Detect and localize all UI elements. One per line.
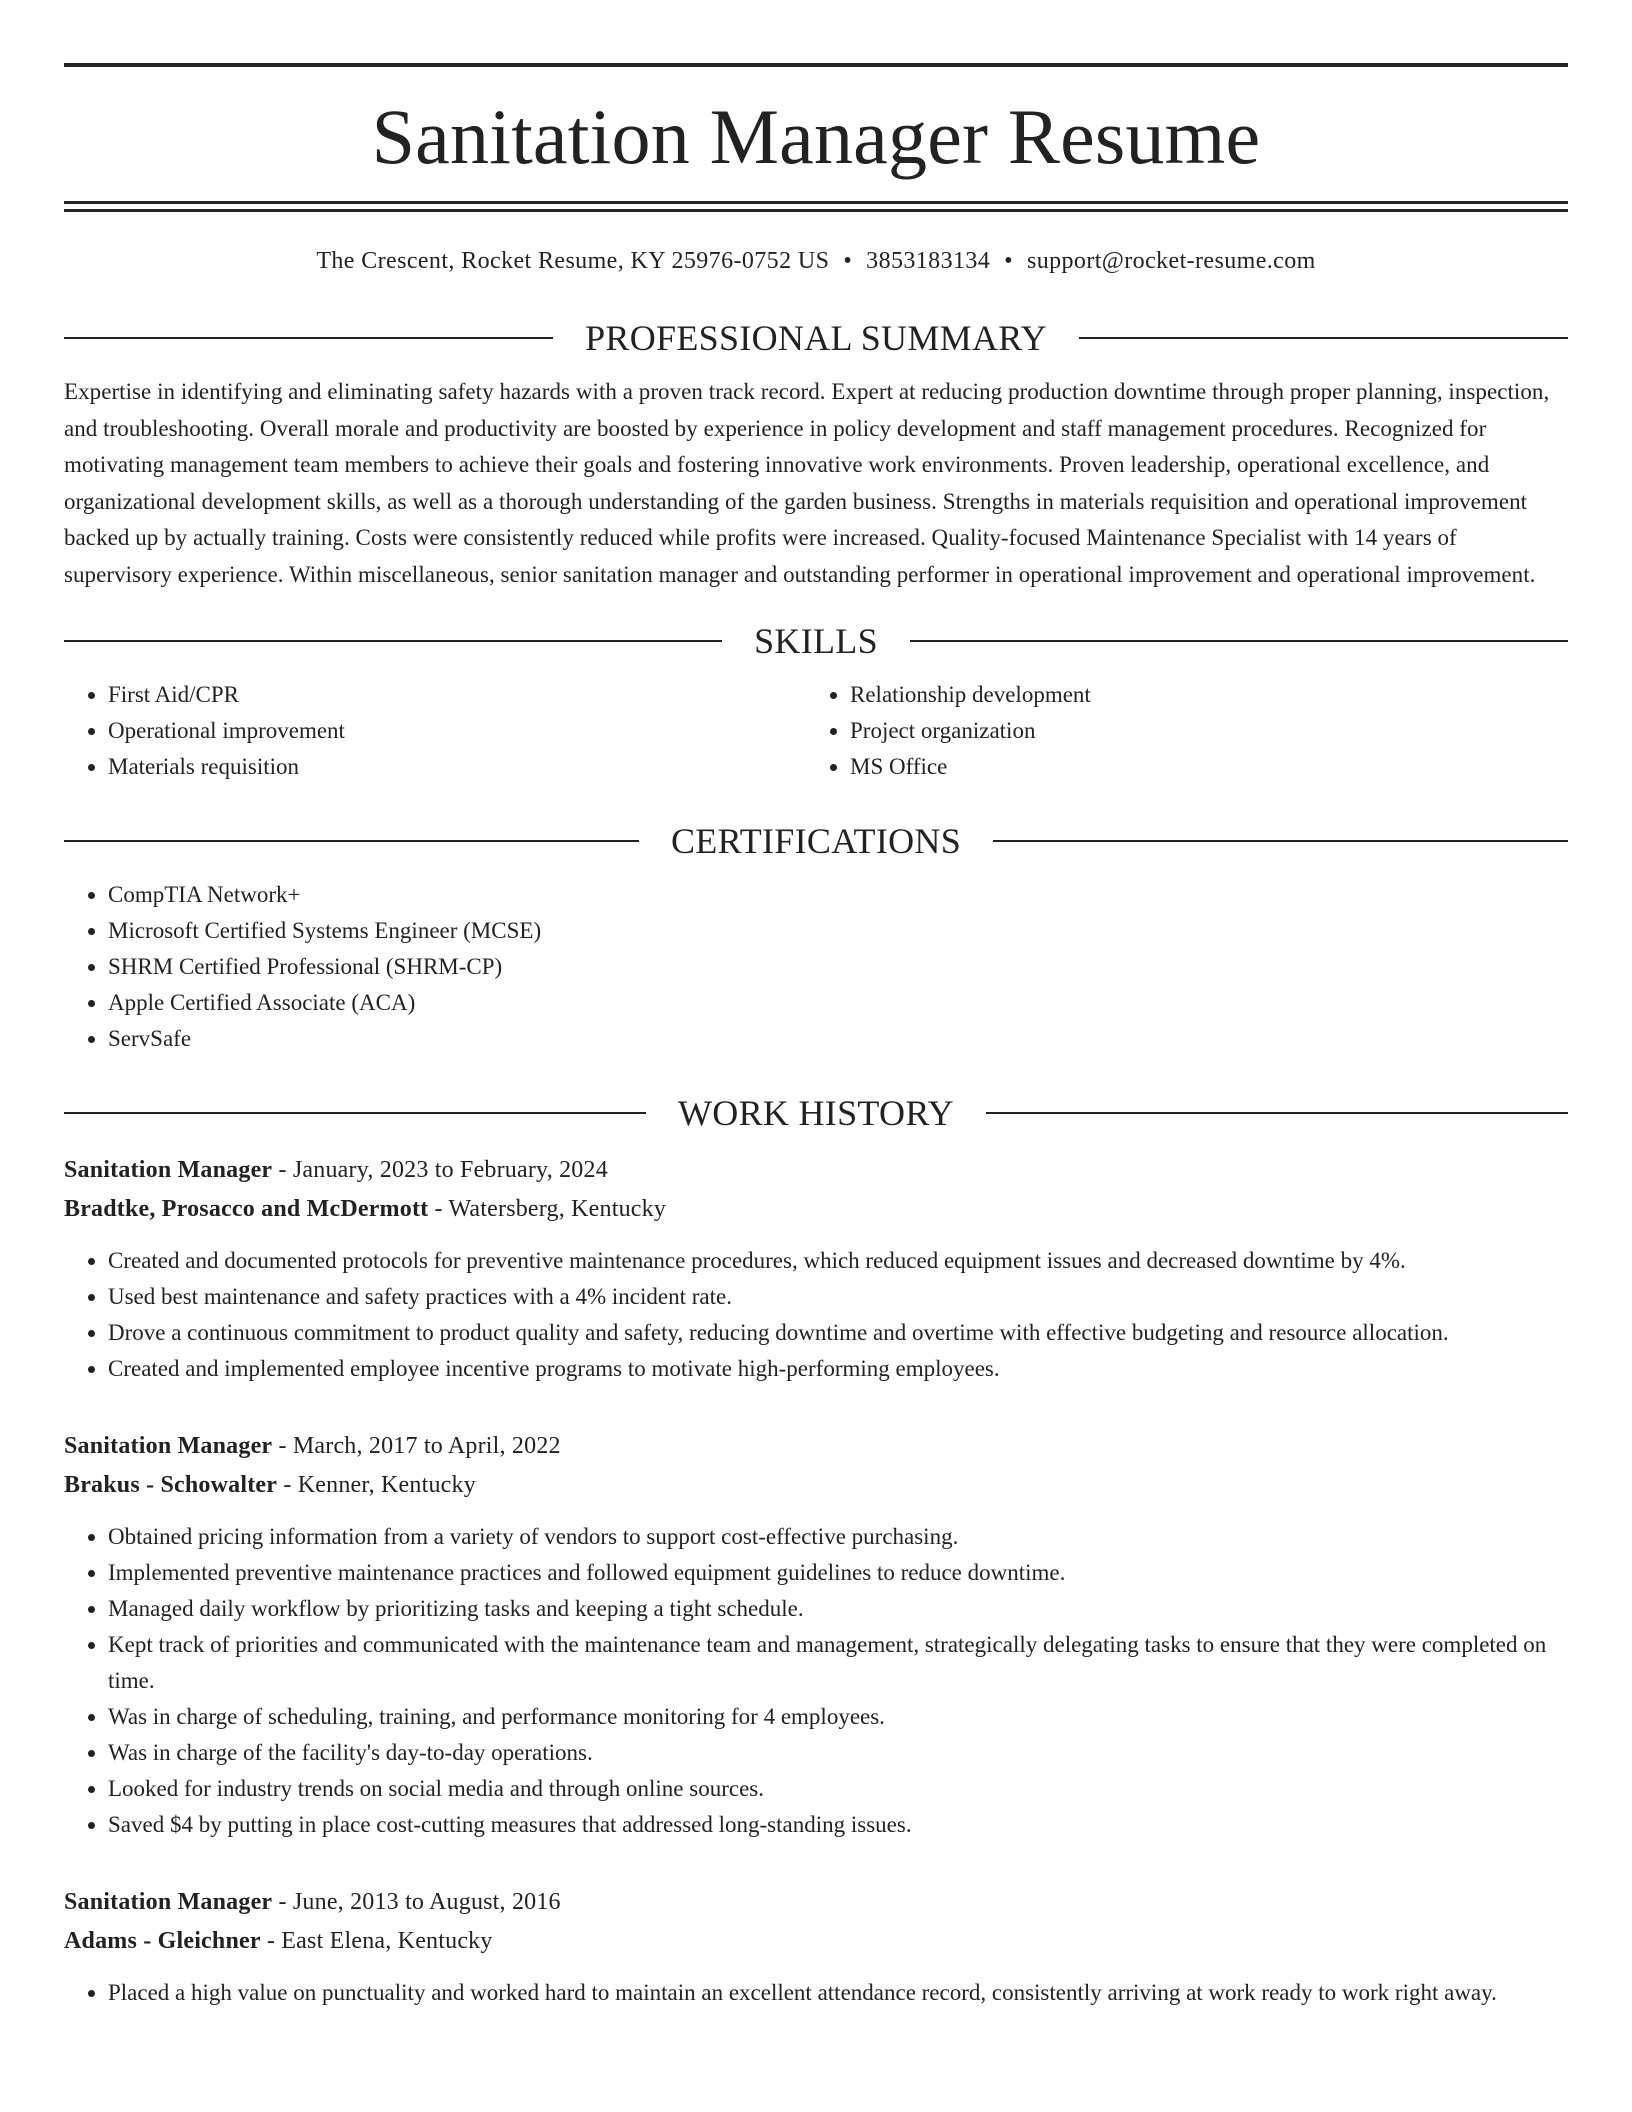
skills-heading: SKILLS (754, 621, 878, 661)
job-bullets (64, 1243, 1568, 1387)
job-title-line (64, 1427, 1568, 1466)
job-bullet: • Saved $4 by putting in place cost-cutting measures that addressed long-standing issues. (108, 1807, 1568, 1843)
skill-item: • Operational improvement (108, 713, 806, 749)
job-location: - Watersberg, Kentucky (428, 1196, 667, 1222)
job-company-line (64, 1190, 1568, 1229)
title-double-rule (64, 201, 1568, 212)
contact-separator: • (1004, 248, 1013, 274)
job-title-line (64, 1883, 1568, 1922)
certification-item: • CompTIA Network+ (108, 877, 1568, 913)
job-bullet: • Managed daily workflow by prioritizing tasks and keeping a tight schedule. (108, 1591, 1568, 1627)
job-dates: - June, 2013 to August, 2016 (272, 1889, 561, 1915)
job-dates: - March, 2017 to April, 2022 (272, 1433, 561, 1459)
job-title: Sanitation Manager (64, 1889, 273, 1915)
job-dates: - January, 2023 to February, 2024 (272, 1157, 608, 1183)
job-bullet: • Implemented preventive maintenance practices and followed equipment guidelines to reduce downtime. (108, 1555, 1568, 1591)
certification-item: • SHRM Certified Professional (SHRM-CP) (108, 949, 1568, 985)
summary-heading: PROFESSIONAL SUMMARY (585, 318, 1047, 358)
contact-phone: 3853183134 (866, 248, 991, 274)
job-bullet: • Was in charge of the facility's day-to-day operations. (108, 1735, 1568, 1771)
contact-address: The Crescent, Rocket Resume, KY 25976-0752 US (316, 248, 830, 274)
certification-item: • Microsoft Certified Systems Engineer (MCSE) (108, 913, 1568, 949)
job-title: Sanitation Manager (64, 1433, 273, 1459)
resume-title: Sanitation Manager Resume (371, 93, 1261, 180)
contact-separator: • (843, 248, 853, 274)
job-bullets (64, 1975, 1568, 2011)
skill-item: • Project organization (850, 713, 1548, 749)
job-location: - East Elena, Kentucky (260, 1928, 493, 1954)
heading-rule-right (993, 840, 1568, 842)
heading-rule-left (64, 1112, 646, 1114)
job-entry (64, 1883, 1568, 2011)
job-title: Sanitation Manager (64, 1157, 273, 1183)
job-entry (64, 1151, 1568, 1387)
job-location: - Kenner, Kentucky (277, 1472, 476, 1498)
skills-column-left (64, 677, 806, 785)
job-bullet: • Created and documented protocols for preventive maintenance procedures, which reduced equipment issues and decreased downtime by 4%. (108, 1243, 1568, 1279)
skills-column-right (806, 677, 1548, 785)
skills-list (64, 677, 1568, 785)
job-entry (64, 1427, 1568, 1843)
heading-rule-left (64, 337, 553, 339)
job-title-line (64, 1151, 1568, 1190)
certifications-list (64, 877, 1568, 1057)
skill-item: • MS Office (850, 749, 1548, 785)
job-bullet: • Placed a high value on punctuality and worked hard to maintain an excellent attendance record, consistently arriving at work ready to work right away. (108, 1975, 1568, 2011)
job-bullet: • Created and implemented employee incentive programs to motivate high-performing employees. (108, 1351, 1568, 1387)
heading-rule-left (64, 640, 722, 642)
certifications-section-heading (64, 821, 1568, 861)
heading-rule-left (64, 840, 639, 842)
work-heading: WORK HISTORY (678, 1093, 954, 1133)
job-company-line (64, 1466, 1568, 1505)
job-bullet: • Looked for industry trends on social media and through online sources. (108, 1771, 1568, 1807)
job-company: Bradtke, Prosacco and McDermott (64, 1196, 429, 1222)
job-bullet: • Kept track of priorities and communicated with the maintenance team and management, strategically delegating tasks to ensure that they were completed on time. (108, 1627, 1568, 1699)
certification-item: • ServSafe (108, 1021, 1568, 1057)
job-bullet: • Was in charge of scheduling, training, and performance monitoring for 4 employees. (108, 1699, 1568, 1735)
skill-item: • Materials requisition (108, 749, 806, 785)
job-company: Adams - Gleichner (64, 1928, 261, 1954)
heading-rule-right (986, 1112, 1568, 1114)
certification-item: • Apple Certified Associate (ACA) (108, 985, 1568, 1021)
job-bullet: • Obtained pricing information from a variety of vendors to support cost-effective purchasing. (108, 1519, 1568, 1555)
summary-paragraph: Expertise in identifying and eliminating safety hazards with a proven track record. Expert at reducing production downtime through proper planning, inspection, and troubleshooting. Overall morale and productivity are boosted by experience in policy development and staff management procedures. Recognized for motivating management team members to achieve their goals and fostering innovative work environments. Proven leadership, operational excellence, and organizational development skills, as well as a thorough understanding of the garden business. Strengths in materials requisition and operational improvement backed up by actually training. Costs were consistently reduced while profits were increased. Quality-focused Maintenance Specialist with 14 years of supervisory experience. Within miscellaneous, senior sanitation manager and outstanding performer in operational improvement and operational improvement. (64, 379, 1550, 587)
job-bullet: • Drove a continuous commitment to product quality and safety, reducing downtime and overtime with effective budgeting and resource allocation. (108, 1315, 1568, 1351)
heading-rule-right (910, 640, 1568, 642)
contact-email: support@rocket-resume.com (1026, 248, 1316, 274)
heading-rule-right (1079, 337, 1568, 339)
job-bullet: • Used best maintenance and safety practices with a 4% incident rate. (108, 1279, 1568, 1315)
contact-line (64, 246, 1568, 276)
top-rule (64, 63, 1568, 67)
work-section-heading (64, 1093, 1568, 1133)
summary-section-heading (64, 318, 1568, 358)
skills-section-heading (64, 621, 1568, 661)
certifications-heading: CERTIFICATIONS (670, 821, 962, 861)
job-company-line (64, 1922, 1568, 1961)
skill-item: • Relationship development (850, 677, 1548, 713)
job-bullets (64, 1519, 1568, 1843)
job-company: Brakus - Schowalter (64, 1472, 278, 1498)
skill-item: • First Aid/CPR (108, 677, 806, 713)
